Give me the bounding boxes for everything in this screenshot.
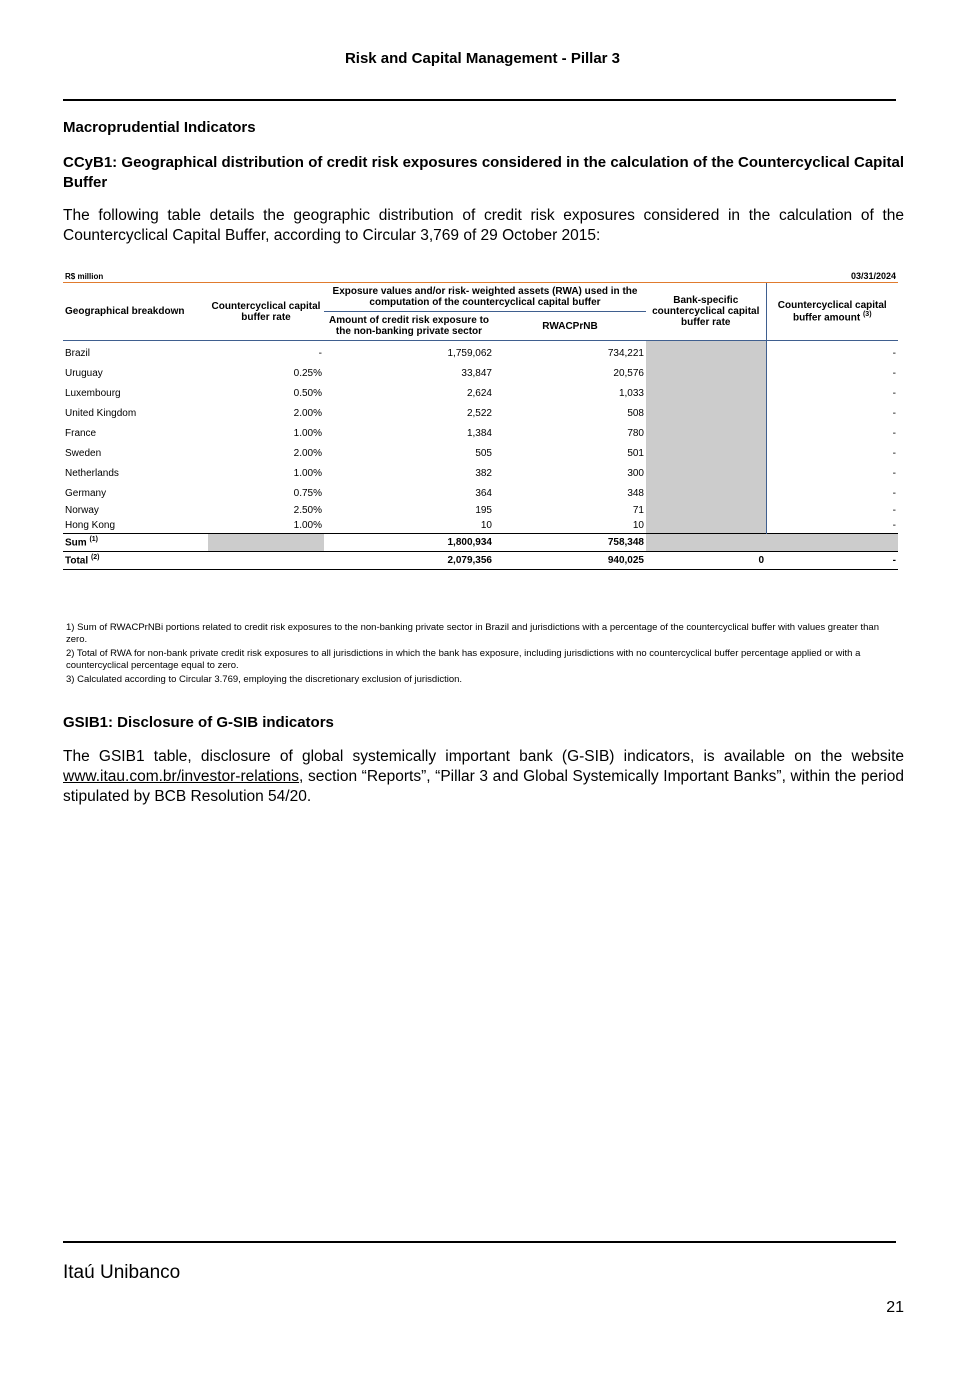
bank-rate-cell	[646, 463, 766, 483]
buffer-cell: -	[892, 347, 897, 359]
bank-rate-cell	[646, 403, 766, 423]
amount-cell: 505	[475, 447, 492, 459]
total-buffer: -	[766, 552, 898, 570]
footnote-2: 2) Total of RWA for non-bank private credit risk exposures to all jurisdictions in which the bank has exposure, including jurisdictions with no countercyclical buffer percentage applied or with a countercyclical percentage equal to zero.	[66, 648, 861, 671]
buffer-cell: -	[892, 427, 897, 439]
page-number: 21	[886, 1299, 904, 1316]
bank-rate-cell	[646, 503, 766, 518]
footnote-3: 3) Calculated according to Circular 3.769, employing the discretionary exclusion of jurisdiction.	[66, 674, 463, 685]
amount-cell: 2,522	[466, 407, 492, 419]
rwa-cell: 1,033	[618, 387, 644, 399]
amount-cell: 1,759,062	[447, 347, 492, 359]
country-cell: Netherlands	[65, 467, 119, 479]
buffer-cell: -	[892, 407, 897, 419]
buffer-cell: -	[892, 387, 897, 399]
footer-rule	[63, 1241, 896, 1243]
sum-rwa: 758,348	[494, 534, 646, 552]
rwa-cell: 10	[632, 520, 644, 531]
gsib1-text: The GSIB1 table, disclosure of global systemically important bank (G-SIB) indicators, is available on the website www.itau.com.br/investor-relations, section “Reports”, “Pillar 3 and Global Systemically Important Banks”, within the period stipulated by BCB Resolution 54/20.	[63, 748, 904, 805]
amount-cell: 2,624	[466, 387, 492, 399]
country-cell: United Kingdom	[65, 407, 137, 419]
amount-cell: 382	[475, 467, 492, 479]
amount-cell: 33,847	[461, 367, 492, 379]
ccyb1-title: CCyB1: Geographical distribution of credit risk exposures considered in the calculation of the Countercyclical Capital Buffer	[63, 154, 904, 191]
table-row	[63, 518, 898, 534]
investor-relations-link[interactable]: www.itau.com.br/investor-relations	[63, 768, 300, 785]
table-row	[63, 503, 898, 518]
bank-rate-cell	[646, 423, 766, 443]
rwa-cell: 508	[627, 407, 644, 419]
bank-rate-cell	[646, 518, 766, 534]
country-cell: Germany	[65, 487, 107, 499]
table-row	[63, 443, 898, 463]
rate-cell: 1.00%	[293, 520, 322, 531]
country-cell: Sweden	[65, 447, 102, 459]
header-bank-rate: Bank-specific countercyclical capital buffer rate	[646, 283, 766, 341]
table-date: 03/31/2024	[494, 270, 898, 283]
buffer-cell: -	[892, 367, 897, 379]
buffer-cell: -	[892, 467, 897, 479]
table-row	[63, 341, 898, 364]
total-bank-rate: 0	[646, 552, 766, 570]
buffer-cell: -	[892, 520, 897, 531]
company-name: Itaú Unibanco	[63, 1262, 181, 1283]
header-exposure-group: Exposure values and/or risk- weighted assets (RWA) used in the computation of the countercyclical capital buffer	[324, 283, 646, 312]
table-row	[63, 403, 898, 423]
amount-cell: 1,384	[466, 427, 492, 439]
table-row	[63, 483, 898, 503]
sum-amount: 1,800,934	[324, 534, 494, 552]
amount-cell: 364	[475, 487, 492, 499]
bank-rate-cell	[646, 363, 766, 383]
rwa-cell: 734,221	[607, 347, 644, 359]
rate-cell: 0.25%	[293, 367, 322, 379]
table-row	[63, 383, 898, 403]
rate-cell: 1.00%	[293, 427, 322, 439]
rwa-cell: 780	[627, 427, 644, 439]
table-row	[63, 363, 898, 383]
amount-cell: 10	[480, 520, 492, 531]
total-label: Total $^{(2)}$	[63, 552, 208, 570]
country-cell: Hong Kong	[65, 520, 116, 531]
bank-rate-cell	[646, 341, 766, 364]
rwa-cell: 348	[627, 487, 644, 499]
total-rwa: 940,025	[494, 552, 646, 570]
country-cell: Luxembourg	[65, 387, 121, 399]
rate-cell: 2.00%	[293, 447, 322, 459]
header-amount: Amount of credit risk exposure to the non-banking private sector	[328, 315, 490, 337]
header-buffer-amount: Countercyclical capital buffer amount $^{(3)}$	[777, 299, 887, 324]
rate-cell: -	[318, 347, 322, 359]
rwa-cell: 20,576	[613, 367, 644, 379]
ccyb1-table	[63, 270, 898, 570]
rate-cell: 0.75%	[293, 487, 322, 499]
country-cell: Norway	[65, 505, 99, 516]
sum-label: Sum $^{(1)}$	[63, 534, 208, 552]
ccyb1-intro: The following table details the geographic distribution of credit risk exposures considered in the calculation of the Countercyclical Capital Buffer, according to Circular 3,769 of 29 October 2015:	[63, 207, 904, 244]
header-rule	[63, 99, 896, 101]
bank-rate-cell	[646, 383, 766, 403]
header-rwacprnb: RWACPrNB	[542, 320, 598, 332]
page-header-title: Risk and Capital Management - Pillar 3	[344, 50, 621, 67]
rate-cell: 2.00%	[293, 407, 322, 419]
country-cell: Brazil	[65, 347, 91, 359]
amount-cell: 195	[475, 505, 492, 516]
country-cell: France	[65, 427, 97, 439]
rwa-cell: 300	[627, 467, 644, 479]
table-row	[63, 463, 898, 483]
header-geo: Geographical breakdown	[65, 306, 185, 317]
rate-cell: 0.50%	[293, 387, 322, 399]
rwa-cell: 71	[632, 505, 644, 516]
table-footnotes	[66, 622, 896, 688]
rate-cell: 1.00%	[293, 467, 322, 479]
sum-row	[63, 534, 898, 552]
buffer-cell: -	[892, 447, 897, 459]
total-amount: 2,079,356	[324, 552, 494, 570]
buffer-cell: -	[892, 505, 897, 516]
country-cell: Uruguay	[65, 367, 103, 379]
header-ccyb-rate: Countercyclical capital buffer rate	[211, 300, 321, 323]
rate-cell: 2.50%	[293, 505, 322, 516]
bank-rate-cell	[646, 483, 766, 503]
table-row	[63, 423, 898, 443]
table-unit: R$ million	[63, 270, 494, 283]
buffer-cell: -	[892, 487, 897, 499]
rwa-cell: 501	[627, 447, 644, 459]
gsib1-title: GSIB1: Disclosure of G-SIB indicators	[63, 714, 334, 731]
bank-rate-cell	[646, 443, 766, 463]
total-row	[63, 552, 898, 570]
footnote-1: 1) Sum of RWACPrNBi portions related to credit risk exposures to the non-banking private sector in Brazil and jurisdictions with a percentage of the countercyclical buffer with values greater than zero.	[66, 622, 880, 645]
macroprudential-title: Macroprudential Indicators	[63, 119, 256, 136]
